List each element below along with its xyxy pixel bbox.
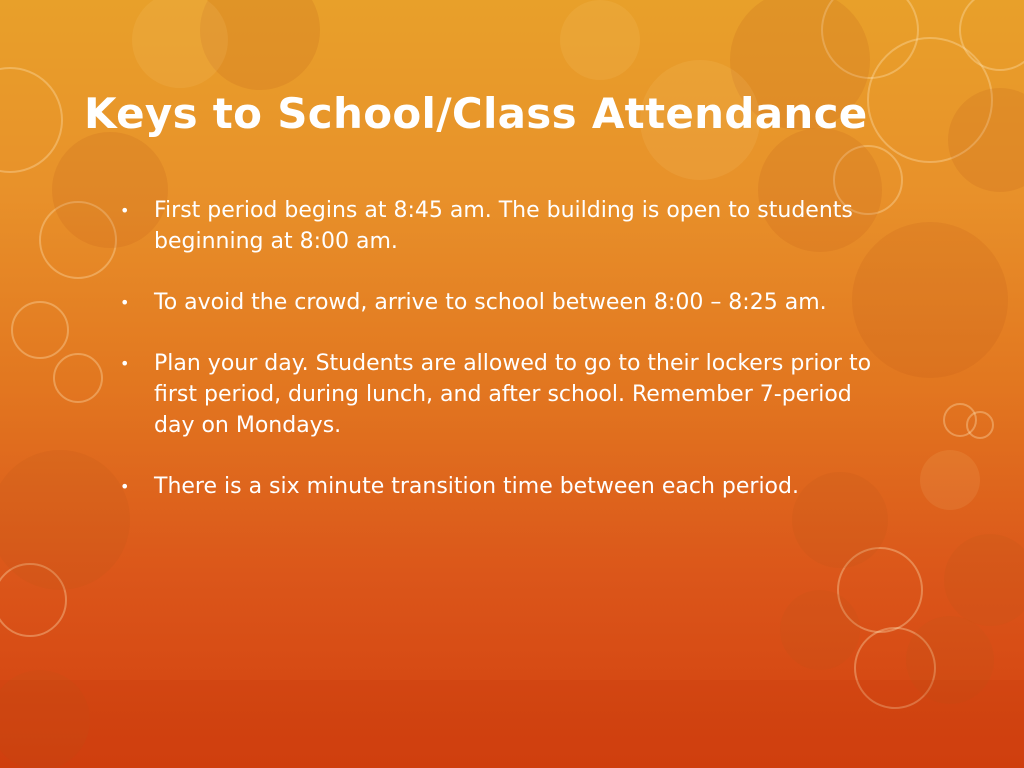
bullet-item [118, 287, 878, 318]
bullet-item [118, 471, 878, 502]
bullet-item [118, 348, 878, 441]
bullet-item [118, 195, 878, 257]
bullet-list [118, 195, 878, 532]
slide-title: Keys to School/Class Attendance [84, 89, 868, 138]
bullet-text: Plan your day. Students are allowed to go to their lockers prior to first period, during lunch, and after school. Remember 7-period day on Mondays. [154, 351, 872, 438]
bullet-text: To avoid the crowd, arrive to school between 8:00 – 8:25 am. [154, 290, 827, 315]
bullet-text: There is a six minute transition time between each period. [154, 474, 799, 499]
bullet-point-icon: • [120, 201, 130, 220]
bullet-point-icon: • [120, 477, 130, 496]
bullet-text: First period begins at 8:45 am. The building is open to students beginning at 8:00 am. [154, 198, 853, 254]
bullet-point-icon: • [120, 293, 130, 312]
bullet-point-icon: • [120, 354, 130, 373]
